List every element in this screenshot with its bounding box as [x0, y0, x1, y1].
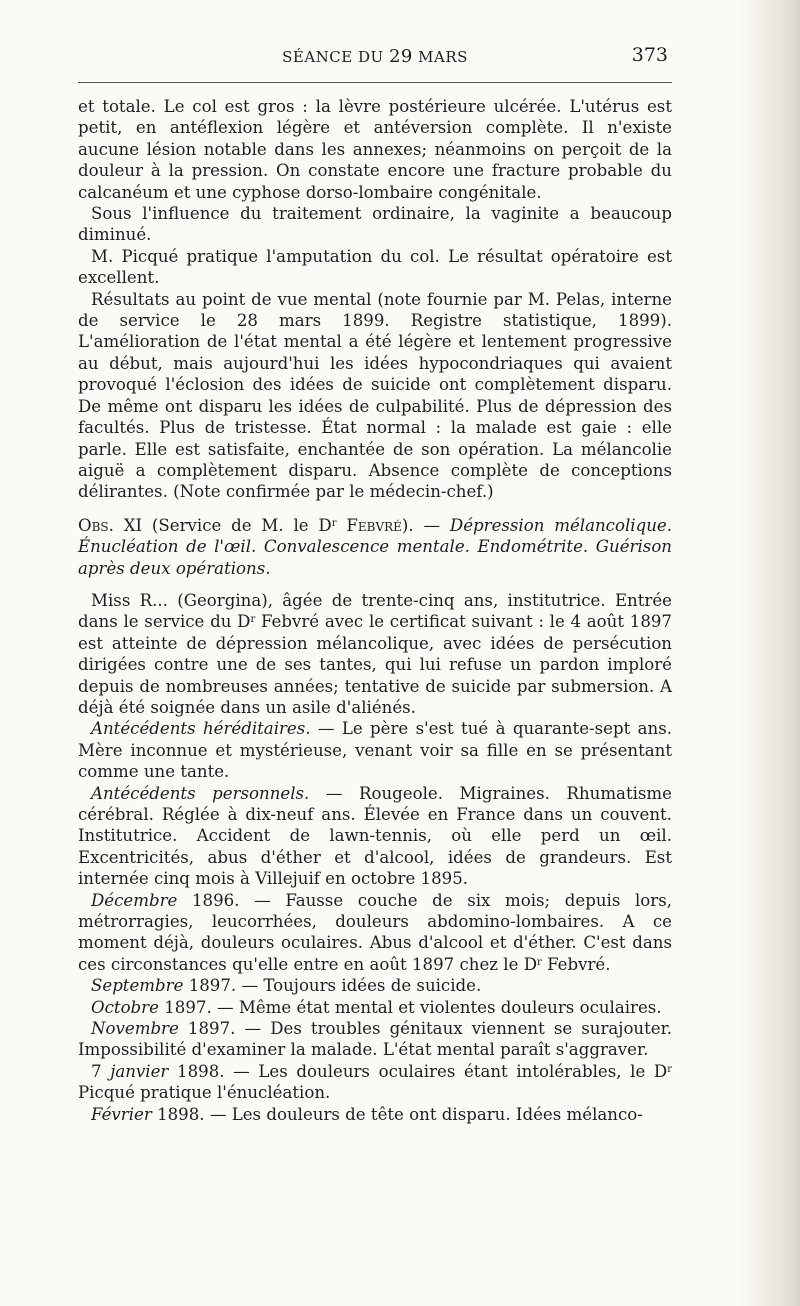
paragraph-traitement: Sous l'influence du traitement ordinaire, la vaginite a beaucoup diminué.: [78, 204, 672, 245]
septembre-text: 1897. — Toujours idées de suicide.: [183, 976, 482, 996]
paragraph-patient: [78, 590, 672, 718]
fevrier-text: 1898. — Les douleurs de tête ont disparu. Idées mélanco-: [151, 1104, 643, 1124]
page-header: [78, 44, 672, 74]
paragraph-continuation: et totale. Le col est gros : la lèvre postérieure ulcérée. L'utérus est petit, en antéflexion légère et antéversion complète. Il n'existe aucune lésion notable dans les annexes; néanmoins on perçoit de la douleur à la pression. On constate encore une fracture probable du calcanéum et une cyphose dorso-lombaire congénitale.: [78, 97, 672, 202]
hereditaires-label: Antécédents héréditaires.: [91, 719, 311, 739]
main-text: [78, 96, 672, 1125]
header-rule: [78, 82, 672, 83]
obs-label: Obs. XI: [78, 515, 143, 535]
fevrier-label: Février: [91, 1104, 152, 1124]
paragraph-decembre: [78, 890, 672, 976]
janvier-text-b: Picqué pratique l'énucléation.: [78, 1083, 331, 1103]
janvier-sup: r: [667, 1063, 672, 1075]
paragraph-novembre: [78, 1018, 672, 1061]
patient-text-a: Miss R... (Georgina), âgée de trente-cinq ans, institutrice. Entrée dans le service du D: [78, 590, 672, 632]
novembre-text: 1897. — Des troubles génitaux viennent se surajouter. Impossibilité d'examiner la malade. L'état mental paraît s'aggraver.: [78, 1019, 672, 1060]
janvier-text-a: 1898. — Les douleurs oculaires étant intolérables, le D: [168, 1061, 668, 1081]
obs-service: (Service de M. le D: [142, 515, 332, 535]
paragraph-fevrier: [78, 1104, 672, 1125]
running-head-prefix: SÉANCE DU: [282, 48, 384, 66]
paragraph-amputation: M. Picqué pratique l'amputation du col. Le résultat opératoire est excellent.: [78, 246, 672, 288]
personnels-text: — Rougeole. Migraines. Rhumatisme cérébral. Réglée à dix-neuf ans. Élevée en France dans un couvent. Institutrice. Accident de lawn-tennis, où elle perd un œil. Excentricités, abus d'éther et d'alcool, idées de grandeurs. Est internée cinq mois à Villejuif en octobre 1895.: [78, 783, 672, 889]
paragraph-resultats: Résultats au point de vue mental (note fournie par M. Pelas, interne de service le 28 mars 1899. Registre statistique, 1899). L'amélioration de l'état mental a été légère et lentement progressive au début, mais aujourd'hui les idées hypocondriaques qui avaient provoqué l'éclosion des idées de suicide ont complètement disparu. De même ont disparu les idées de culpabilité. Plus de dépression des facultés. Plus de tristesse. État normal : la malade est gaie : elle parle. Elle est satisfaite, enchantée de son opération. La mélancolie aiguë a complètement disparu. Absence complète de conceptions délirantes. (Note confirmée par le médecin-chef.): [78, 289, 672, 502]
octobre-text: 1897. — Même état mental et violentes douleurs oculaires.: [158, 997, 662, 1017]
observation-heading: [78, 515, 672, 579]
decembre-text-b: Febvré.: [541, 954, 611, 974]
running-head-date: 29: [388, 46, 413, 67]
obs-doctor: Febvré: [346, 515, 402, 535]
obs-sup: r: [331, 517, 337, 529]
decembre-text-a: 1896. — Fausse couche de six mois; depuis lors, métrorragies, leucorrhées, douleurs abdomino-lombaires. A ce moment déjà, douleurs oculaires. Abus d'alcool et d'éther. C'est dans ces circonstances qu'elle entre en août 1897 chez le D: [78, 890, 672, 974]
running-head: [78, 46, 672, 67]
decembre-sup: r: [537, 956, 542, 968]
septembre-label: Septembre: [91, 976, 184, 996]
page-edge-shadow: [740, 0, 800, 1306]
patient-sup: r: [250, 614, 256, 626]
paragraph-personnels: [78, 783, 672, 890]
patient-text-b: Febvré avec le certificat suivant : le 4 août 1897 est atteinte de dépression mélancolique, avec idées de persécution dirigées contre une de ses tantes, qui lui refuse un pardon imploré depuis de nombreuses années; tentative de suicide par submersion. A déjà été soignée dans un asile d'aliénés.: [78, 612, 672, 717]
personnels-label: Antécédents personnels.: [91, 783, 310, 803]
paragraph-octobre: [78, 997, 672, 1018]
obs-space: [337, 516, 347, 535]
hereditaires-text: — Le père s'est tué à quarante-sept ans. Mère inconnue et mystérieuse, venant voir sa fille en se présentant comme une tante.: [78, 719, 672, 782]
novembre-label: Novembre: [91, 1019, 179, 1039]
paragraph-janvier: [78, 1061, 672, 1104]
page-number: 373: [631, 44, 668, 66]
janvier-label: janvier: [110, 1061, 169, 1081]
janvier-day: 7: [91, 1061, 111, 1081]
paragraph-septembre: [78, 975, 672, 996]
running-head-month: MARS: [418, 48, 468, 66]
obs-dash: ). —: [401, 515, 450, 535]
octobre-label: Octobre: [91, 997, 159, 1017]
paragraph-hereditaires: [78, 718, 672, 782]
decembre-label: Décembre: [91, 890, 178, 910]
obs-title: Dépression mélancolique. Énucléation de l'œil. Convalescence mentale. Endométrite. Guérison après deux opérations.: [78, 515, 672, 578]
